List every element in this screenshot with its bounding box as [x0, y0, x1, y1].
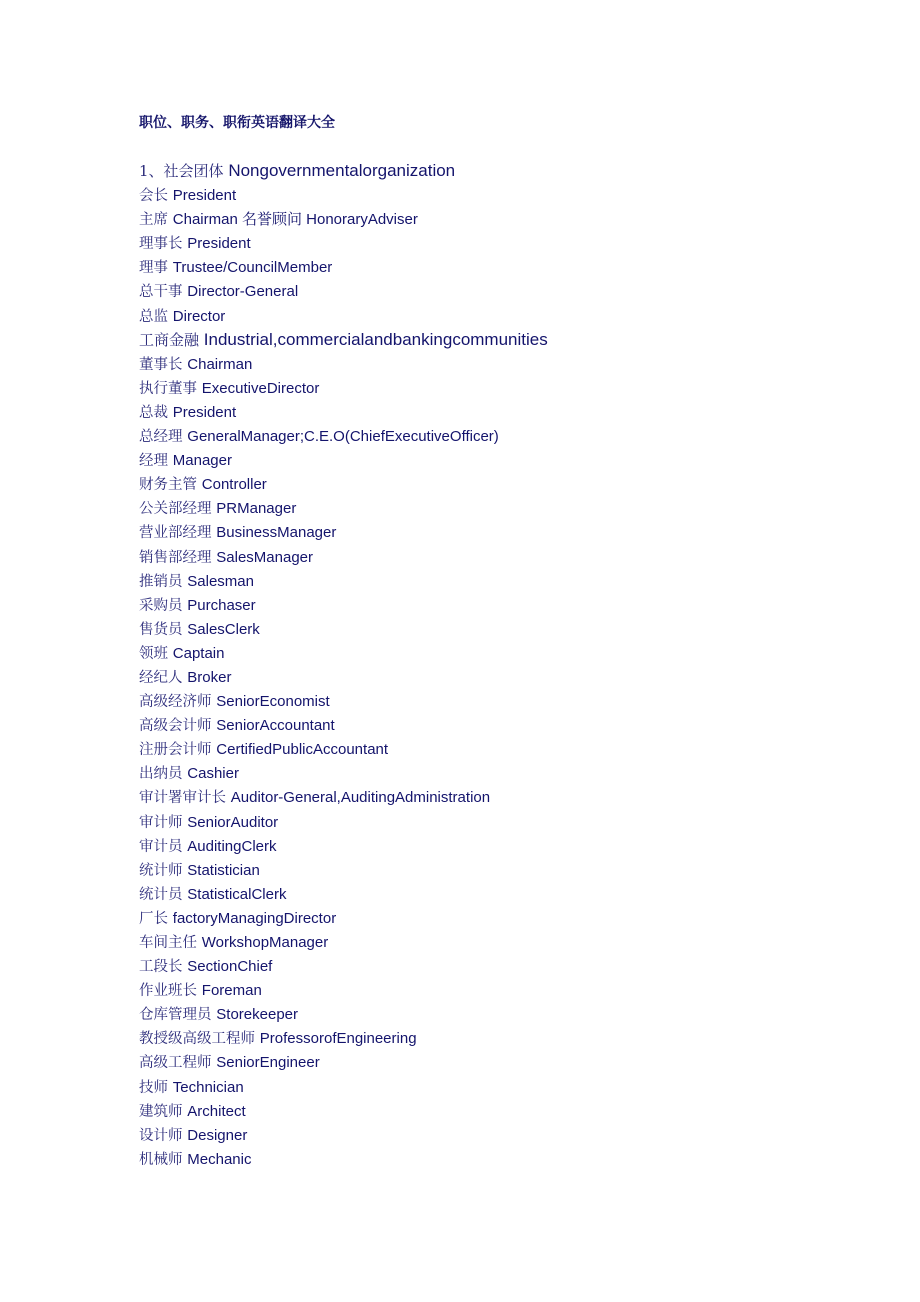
english-term: ExecutiveDirector [201, 379, 320, 397]
section-heading [139, 159, 548, 183]
english-term: StatisticalClerk [187, 885, 287, 903]
english-term: SeniorAuditor [187, 813, 279, 831]
list-item [139, 231, 548, 255]
english-term: SeniorEconomist [216, 693, 330, 711]
list-item [139, 882, 548, 906]
list-item [139, 689, 548, 713]
english-term: Purchaser [187, 596, 256, 614]
list-item [139, 930, 548, 954]
list-item [139, 1002, 548, 1026]
chinese-term: 出纳员 [139, 766, 183, 783]
english-term: President [172, 187, 237, 205]
list-item [139, 496, 548, 520]
english-term: Foreman [201, 982, 262, 1000]
chinese-term: 建筑师 [139, 1103, 183, 1120]
chinese-term: 厂长 [139, 910, 168, 927]
english-term: Statistician [187, 861, 260, 879]
chinese-term: 理事 [139, 260, 168, 277]
chinese-term: 总监 [139, 308, 168, 325]
chinese-term: 审计员 [139, 838, 183, 855]
chinese-term: 注册会计师 [139, 742, 212, 759]
chinese-term: 总干事 [139, 284, 183, 301]
list-item [139, 304, 548, 328]
english-term: Technician [172, 1078, 244, 1096]
translation-list [139, 159, 548, 1171]
english-term: Chairman [187, 355, 253, 373]
list-item [139, 713, 548, 737]
chinese-term: 总经理 [139, 429, 183, 446]
chinese-term: 审计师 [139, 814, 183, 831]
chinese-term: 教授级高级工程师 [139, 1031, 255, 1048]
english-term: AuditingClerk [187, 837, 277, 855]
chinese-term: 车间主任 [139, 935, 197, 951]
english-term: Auditor-General,AuditingAdministration [230, 789, 491, 807]
chinese-term: 工段长 [139, 959, 183, 976]
english-term: BusinessManager [216, 524, 337, 542]
list-item [139, 1123, 548, 1147]
english-term: Mechanic [187, 1150, 252, 1168]
chinese-term: 统计师 [139, 862, 183, 879]
list-item [139, 810, 548, 834]
chinese-term: 审计署审计长 [139, 790, 226, 807]
chinese-term: 主席 [139, 212, 168, 229]
chinese-term: 会长 [139, 188, 168, 205]
english-term: Industrial,commercialandbankingcommunities [203, 329, 548, 349]
english-term: SeniorAccountant [216, 717, 335, 735]
list-item [139, 785, 548, 809]
english-term: Director [172, 307, 226, 325]
english-term: factoryManagingDirector [172, 909, 337, 927]
list-item [139, 834, 548, 858]
english-term: Chairman 名誉顾问 HonoraryAdviser [172, 211, 418, 229]
english-term: Broker [187, 668, 232, 686]
list-item [139, 593, 548, 617]
list-item [139, 376, 548, 400]
chinese-term: 工商金融 [139, 330, 200, 349]
document-title: 职位、职务、职衔英语翻译大全 [139, 115, 335, 131]
list-item [139, 858, 548, 882]
english-term: Captain [172, 644, 225, 662]
list-item [139, 569, 548, 593]
english-term: SalesClerk [187, 620, 260, 638]
english-term: President [172, 403, 237, 421]
list-item [139, 1026, 548, 1050]
list-item [139, 279, 548, 303]
english-term: WorkshopManager [201, 934, 329, 951]
list-item [139, 1075, 548, 1099]
list-item [139, 520, 548, 544]
chinese-term: 总裁 [139, 404, 168, 421]
section-heading [139, 328, 548, 352]
chinese-term: 经纪人 [139, 669, 183, 686]
english-term: Storekeeper [216, 1006, 298, 1024]
list-item [139, 207, 548, 231]
english-term: Nongovernmentalorganization [228, 161, 456, 180]
chinese-term: 采购员 [139, 597, 183, 614]
chinese-term: 1、社会团体 [139, 162, 224, 180]
chinese-term: 执行董事 [139, 380, 197, 397]
english-term: ProfessorofEngineering [259, 1030, 417, 1048]
list-item [139, 255, 548, 279]
list-item [139, 448, 548, 472]
chinese-term: 高级经济师 [139, 694, 212, 711]
chinese-term: 公关部经理 [139, 501, 212, 518]
list-item [139, 400, 548, 424]
list-item [139, 761, 548, 785]
list-item [139, 1050, 548, 1074]
english-term: GeneralManager;C.E.O(ChiefExecutiveOfficer) [187, 428, 499, 446]
chinese-term: 技师 [139, 1079, 168, 1096]
english-term: SectionChief [187, 958, 273, 976]
list-item [139, 737, 548, 761]
english-term: Salesman [187, 572, 254, 590]
chinese-term: 董事长 [139, 356, 183, 373]
list-item [139, 617, 548, 641]
chinese-term: 理事长 [139, 236, 183, 253]
chinese-term: 高级工程师 [139, 1055, 212, 1072]
english-term: SalesManager [216, 548, 314, 566]
english-term: Trustee/CouncilMember [172, 259, 333, 277]
chinese-term: 机械师 [139, 1151, 183, 1168]
chinese-term: 领班 [139, 645, 168, 662]
chinese-term: 推销员 [139, 573, 183, 590]
english-term: Controller [201, 476, 267, 494]
list-item [139, 978, 548, 1002]
list-item [139, 183, 548, 207]
list-item [139, 906, 548, 930]
chinese-term: 售货员 [139, 621, 183, 638]
english-term: Manager [172, 452, 232, 470]
chinese-term: 作业班长 [139, 983, 197, 1000]
english-term: Director-General [187, 283, 299, 301]
english-term: Designer [187, 1126, 248, 1144]
list-item [139, 352, 548, 376]
english-term: President [187, 235, 251, 253]
english-term: Cashier [187, 765, 239, 783]
chinese-term: 统计员 [139, 886, 183, 903]
english-term: PRManager [216, 500, 297, 518]
english-term: CertifiedPublicAccountant [216, 741, 389, 759]
chinese-term: 经理 [139, 453, 168, 470]
list-item [139, 1147, 548, 1171]
chinese-term: 高级会计师 [139, 718, 212, 735]
chinese-term: 销售部经理 [139, 549, 212, 566]
list-item [139, 545, 548, 569]
chinese-term: 财务主管 [139, 477, 197, 494]
chinese-term: 设计师 [139, 1127, 183, 1144]
list-item [139, 954, 548, 978]
list-item [139, 1099, 548, 1123]
chinese-term: 仓库管理员 [139, 1007, 212, 1024]
list-item [139, 424, 548, 448]
english-term: Architect [187, 1102, 246, 1120]
chinese-term: 营业部经理 [139, 525, 212, 542]
list-item [139, 641, 548, 665]
english-term: SeniorEngineer [216, 1054, 320, 1072]
list-item [139, 472, 548, 496]
list-item [139, 665, 548, 689]
